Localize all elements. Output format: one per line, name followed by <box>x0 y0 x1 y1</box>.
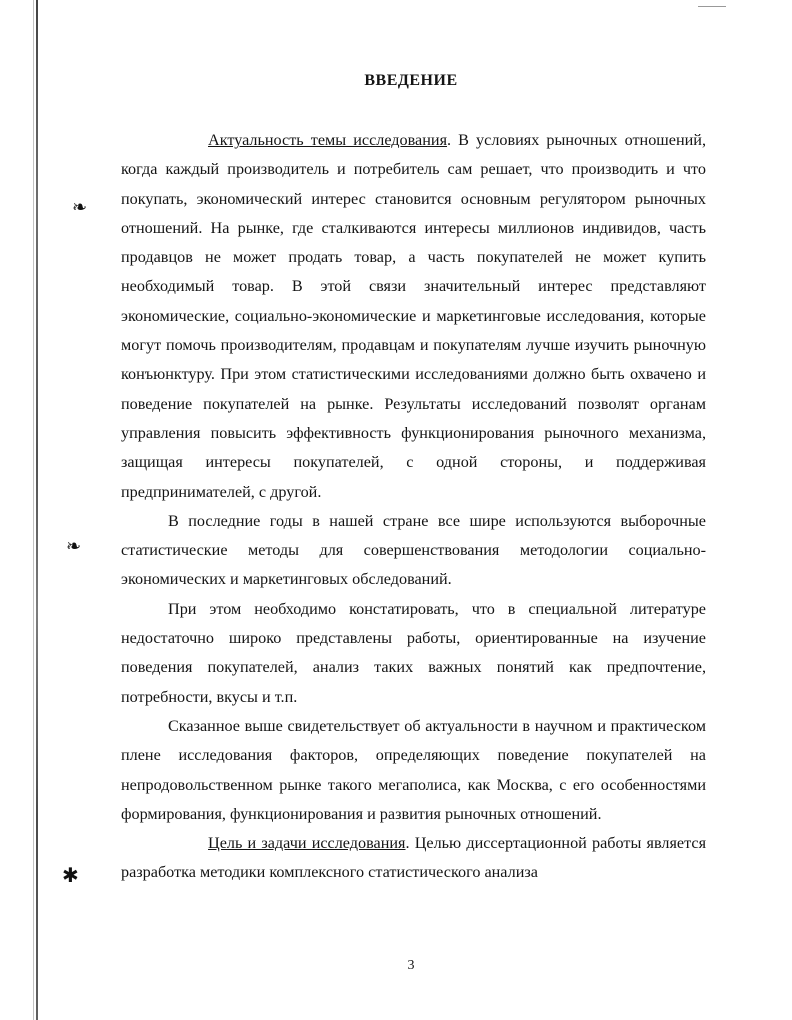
paragraph: При этом необходимо констатировать, что в специальной литературе недостаточно широко представлены работы, ориентированные на изучение поведения покупателей, анализ таких важных понятий как предпочтение, потребности, вкусы и т.п. <box>121 599 706 706</box>
page-heading: ВВЕДЕНИЕ <box>364 72 458 89</box>
paragraph <box>121 126 706 507</box>
section-lead: Актуальность темы исследования <box>208 131 448 149</box>
paragraph: Сказанное выше свидетельствует об актуальности в научном и практическом плене исследования факторов, определяющих поведение покупателей на непродовольственном рынке такого мегаполиса, как Москва, с его особенностями формирования, функционирования и развития рыночных отношений. <box>121 716 706 823</box>
section-lead: Цель и задачи исследования <box>208 834 406 853</box>
paragraph-text: . В условиях рыночных отношений, когда каждый производитель и потребитель сам решает, что производить и что покупать, экономический интерес становится основным регулятором рыночных отношений. На рынке, где сталкиваются интересы миллионов индивидов, часть продавцов не может продать товар, а часть покупателей не может купить необходимый товар. В этой связи значительный интерес представляют экономические, социально-экономические и маркетинговые исследования, которые могут помочь производителям, продавцам и покупателям лучше изучить рыночную конъюнктуру. При этом статистическими исследованиями должно быть охвачено и поведение покупателей на рынке. Результаты исследований позволят органам управления повысить эффективность функционирования рыночного механизма, защищая интересы покупателей, с одной стороны, и поддерживая предпринимателей, с другой. <box>121 131 706 501</box>
scan-corner-mark <box>698 6 726 7</box>
margin-scribble-icon: ✱ <box>62 865 79 887</box>
paragraph: В последние годы в нашей стране все шире используются выборочные статистические методы для совершенствования методологии социально-экономических и маркетинговых обследований. <box>121 511 706 589</box>
margin-blot-icon: ❧ <box>66 536 82 556</box>
scan-edge-line <box>33 0 34 1020</box>
body-text <box>121 126 706 888</box>
scan-edge-line <box>36 0 38 1020</box>
page-number: 3 <box>407 958 415 973</box>
paragraph-text: . Целью диссертационной работы является разработка методики комплексного статистического анализа <box>121 834 707 882</box>
paragraph <box>121 829 706 888</box>
margin-blot-icon: ❧ <box>72 197 88 217</box>
